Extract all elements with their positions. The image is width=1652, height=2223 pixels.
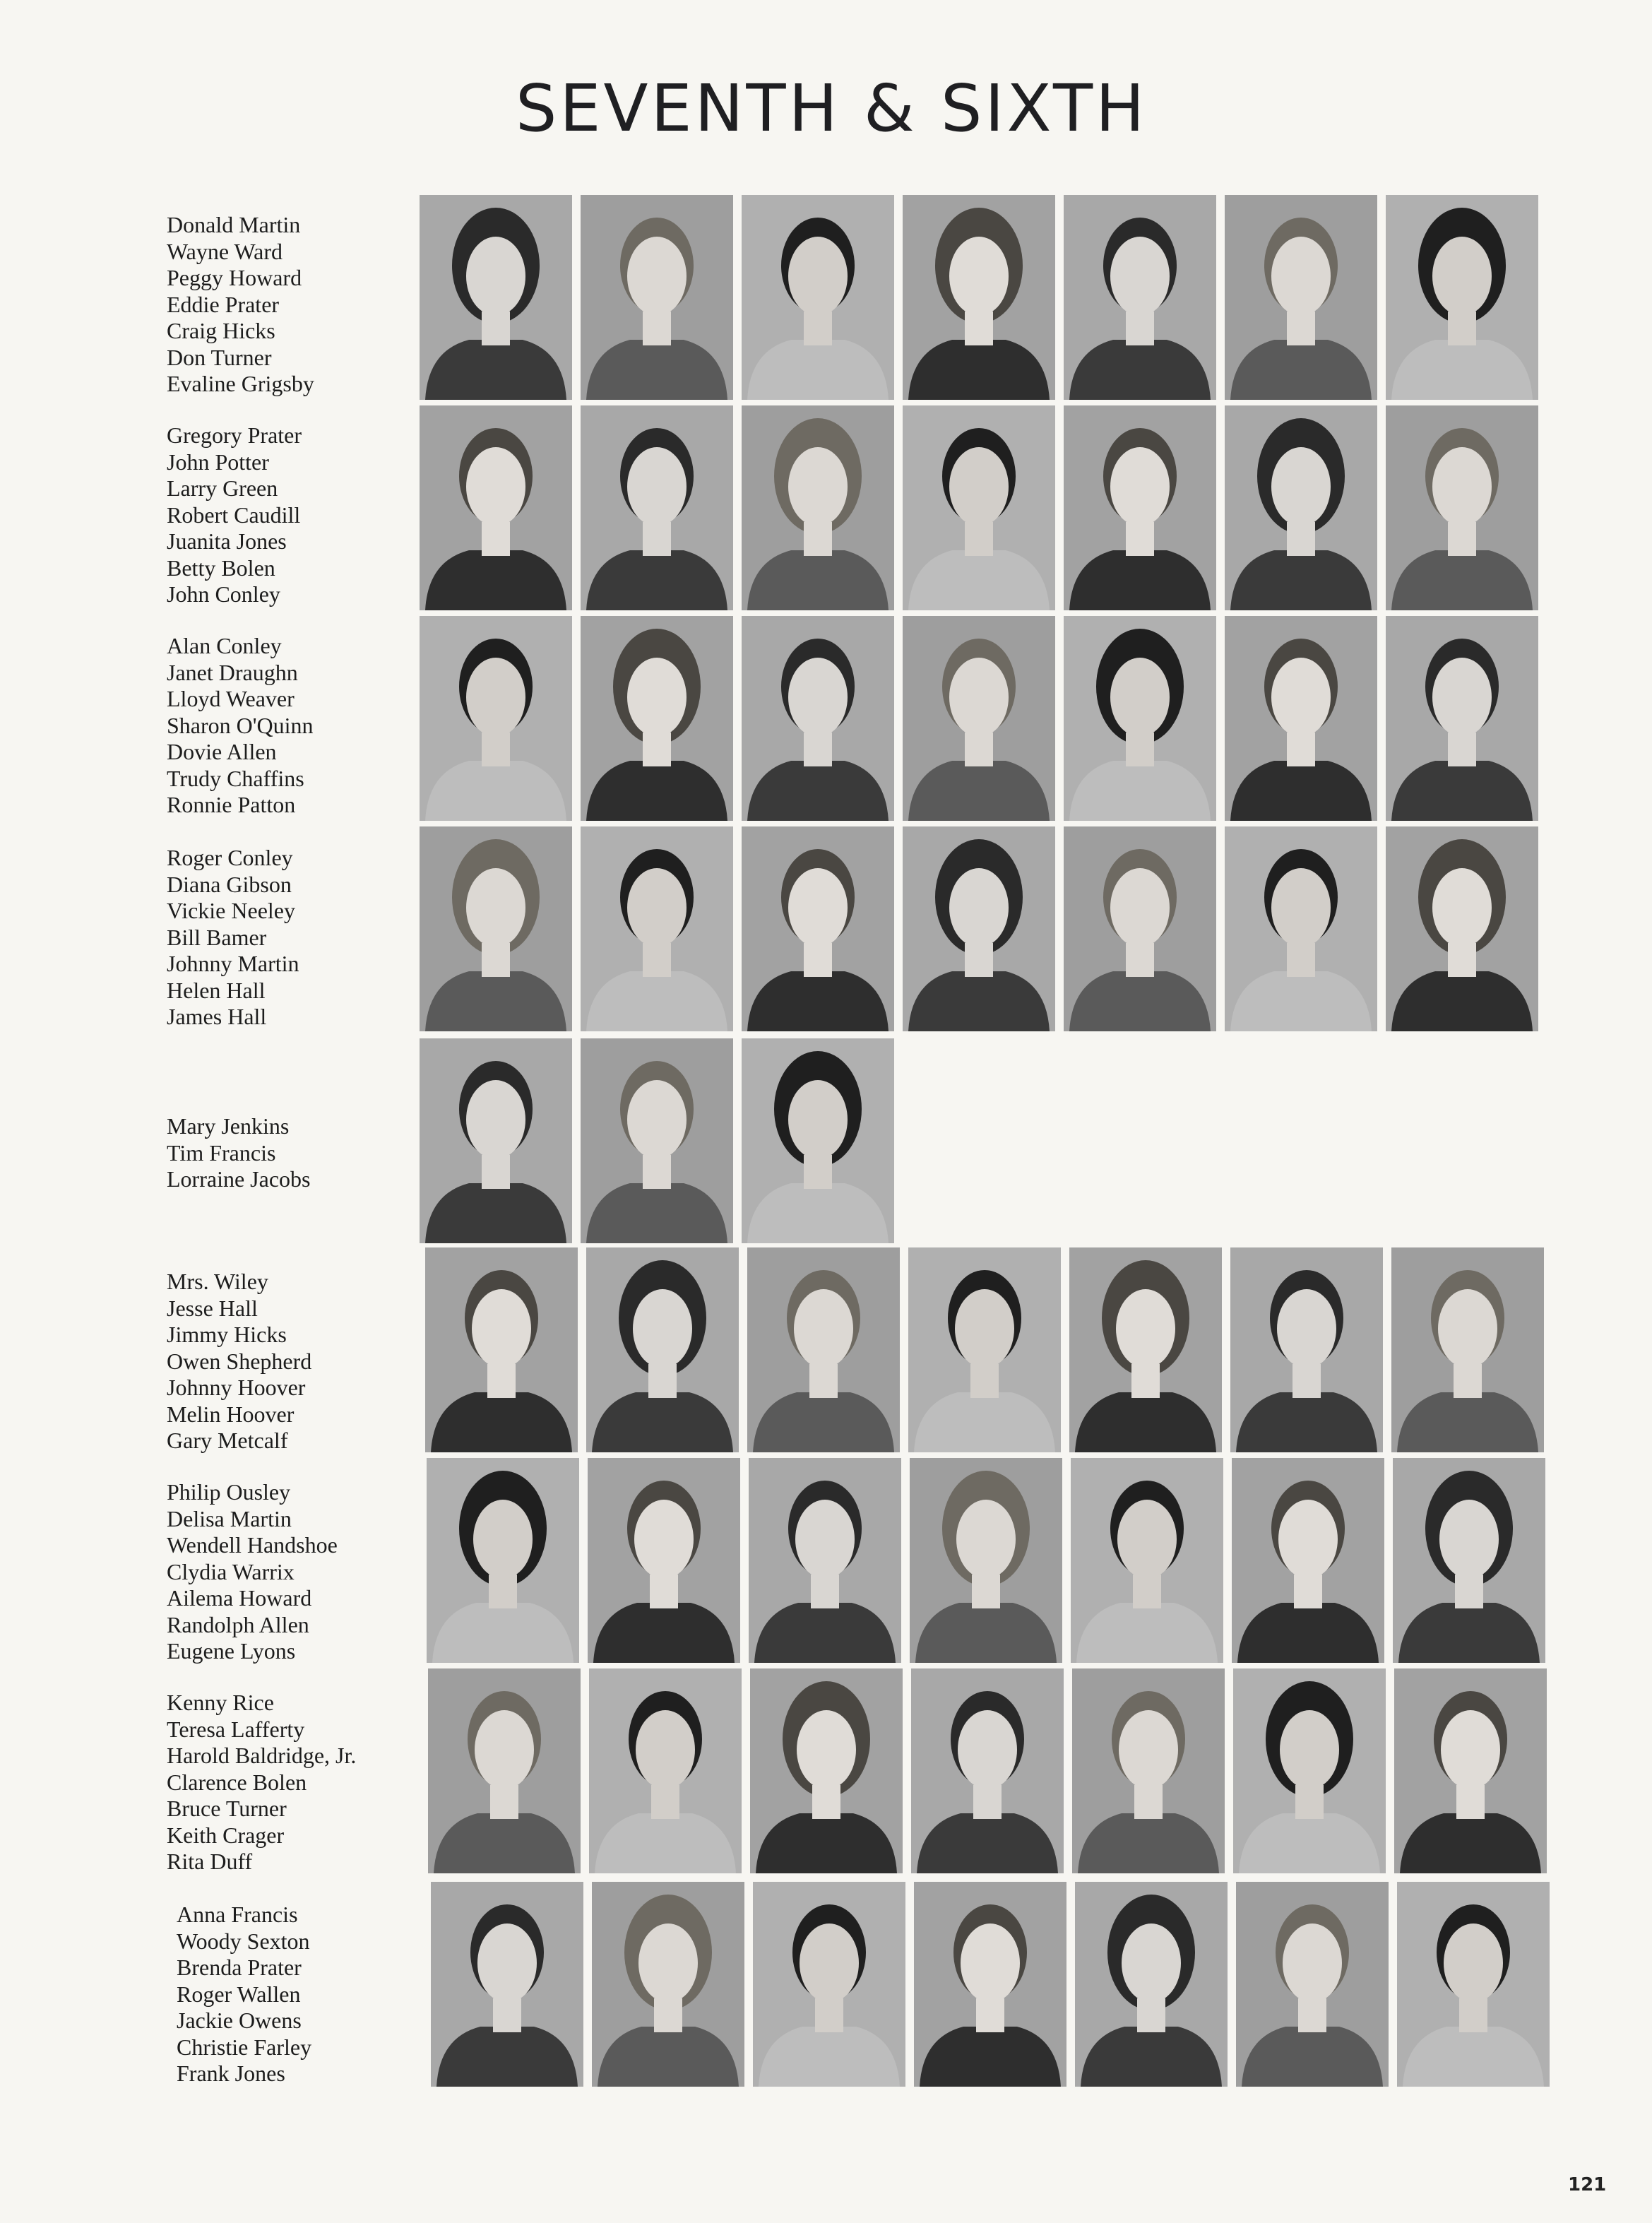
student-name: Don Turner — [167, 344, 272, 370]
student-photo — [1386, 405, 1538, 610]
student-name: Melin Hoover — [167, 1401, 295, 1427]
student-name: Donald Martin — [167, 212, 301, 237]
student-name: Lloyd Weaver — [167, 686, 295, 711]
student-photo — [903, 616, 1055, 821]
student-name: Wayne Ward — [167, 238, 283, 264]
student-name: Philip Ousley — [167, 1479, 291, 1505]
photo-row-2 — [420, 405, 1538, 610]
student-name: Frank Jones — [177, 2061, 285, 2086]
student-photo — [1236, 1882, 1389, 2087]
student-name: Roger Wallen — [177, 1981, 301, 2007]
student-name: John Conley — [167, 581, 280, 607]
student-photo — [427, 1458, 579, 1663]
student-name: Gary Metcalf — [167, 1428, 288, 1453]
student-photo — [1064, 616, 1216, 821]
student-name: Eugene Lyons — [167, 1638, 296, 1664]
student-photo — [425, 1247, 578, 1452]
student-photo — [588, 1458, 740, 1663]
student-name: Bruce Turner — [167, 1796, 287, 1821]
student-name: Trudy Chaffins — [167, 765, 304, 791]
student-photo — [1069, 1247, 1222, 1452]
student-photo — [747, 1247, 900, 1452]
student-photo — [749, 1458, 901, 1663]
photo-row-7 — [427, 1458, 1545, 1663]
student-name: Christie Farley — [177, 2034, 312, 2060]
student-name: Janet Draughn — [167, 659, 298, 685]
student-name: Kenny Rice — [167, 1690, 274, 1715]
student-name: Jackie Owens — [177, 2008, 302, 2033]
student-photo — [903, 195, 1055, 400]
name-list-row-3 — [167, 633, 314, 819]
student-name: Diana Gibson — [167, 871, 292, 897]
student-name: Rita Duff — [167, 1849, 253, 1874]
student-name: Ronnie Patton — [167, 792, 296, 817]
student-photo — [581, 405, 733, 610]
student-name: Mrs. Wiley — [167, 1269, 268, 1294]
student-photo — [910, 1458, 1062, 1663]
student-photo — [1393, 1458, 1545, 1663]
student-photo — [1394, 1668, 1547, 1873]
student-photo — [742, 195, 894, 400]
student-photo — [1386, 195, 1538, 400]
student-name: Peggy Howard — [167, 265, 302, 290]
student-photo — [581, 1038, 733, 1243]
student-name: Eddie Prater — [167, 291, 280, 317]
student-name: Delisa Martin — [167, 1505, 292, 1531]
student-name: Harold Baldridge, Jr. — [167, 1743, 357, 1768]
student-photo — [753, 1882, 905, 2087]
student-photo — [750, 1668, 903, 1873]
student-photo — [581, 616, 733, 821]
student-photo — [1225, 405, 1377, 610]
student-photo — [581, 195, 733, 400]
student-name: Wendell Handshoe — [167, 1532, 338, 1558]
student-name: Bill Bamer — [167, 924, 267, 950]
student-name: Vickie Neeley — [167, 898, 295, 923]
page-number: 121 — [1568, 2174, 1607, 2195]
student-name: Helen Hall — [167, 977, 266, 1003]
student-photo — [420, 616, 572, 821]
student-name: Alan Conley — [167, 633, 282, 658]
student-name: James Hall — [167, 1004, 267, 1029]
student-photo — [742, 616, 894, 821]
student-name: Owen Shepherd — [167, 1348, 312, 1374]
student-photo — [903, 826, 1055, 1031]
student-photo — [1064, 826, 1216, 1031]
name-list-row-1 — [167, 212, 314, 398]
photo-row-4 — [420, 826, 1538, 1031]
student-photo — [1072, 1668, 1225, 1873]
student-photo — [428, 1668, 581, 1873]
photo-row-6 — [425, 1247, 1544, 1452]
student-photo — [420, 195, 572, 400]
student-photo — [586, 1247, 739, 1452]
name-list-row-2 — [167, 422, 302, 608]
student-photo — [1225, 195, 1377, 400]
student-name: Jimmy Hicks — [167, 1322, 287, 1347]
student-name: Woody Sexton — [177, 1928, 310, 1954]
photo-row-1 — [420, 195, 1538, 400]
student-photo — [911, 1668, 1064, 1873]
name-list-row-8 — [167, 1690, 356, 1875]
student-name: Betty Bolen — [167, 555, 275, 581]
student-photo — [420, 826, 572, 1031]
student-photo — [742, 1038, 894, 1243]
name-list-row-9 — [177, 1902, 311, 2087]
student-name: Clarence Bolen — [167, 1769, 307, 1795]
student-photo — [592, 1882, 744, 2087]
student-photo — [1386, 826, 1538, 1031]
student-photo — [742, 405, 894, 610]
student-photo — [431, 1882, 583, 2087]
student-name: Jesse Hall — [167, 1295, 258, 1321]
student-photo — [581, 826, 733, 1031]
student-name: Dovie Allen — [167, 739, 277, 764]
student-photo — [742, 826, 894, 1031]
photo-row-9 — [431, 1882, 1550, 2087]
photo-row-8 — [428, 1668, 1547, 1873]
student-photo — [1230, 1247, 1383, 1452]
student-name: John Potter — [167, 449, 269, 475]
student-name: Ailema Howard — [167, 1585, 312, 1611]
student-photo — [1391, 1247, 1544, 1452]
student-name: Evaline Grigsby — [167, 371, 314, 396]
student-photo — [1064, 405, 1216, 610]
student-name: Brenda Prater — [177, 1955, 302, 1980]
student-photo — [1075, 1882, 1228, 2087]
student-photo — [908, 1247, 1061, 1452]
student-photo — [1233, 1668, 1386, 1873]
page-title: SEVENTH & SIXTH — [516, 71, 1148, 146]
name-list-row-7 — [167, 1479, 338, 1665]
student-photo — [914, 1882, 1066, 2087]
student-photo — [420, 405, 572, 610]
student-name: Gregory Prater — [167, 422, 302, 448]
name-list-row-6 — [167, 1269, 311, 1454]
photo-row-3 — [420, 616, 1538, 821]
student-photo — [420, 1038, 572, 1243]
student-name: Juanita Jones — [167, 528, 287, 554]
student-photo — [1225, 826, 1377, 1031]
student-name: Sharon O'Quinn — [167, 712, 314, 738]
photo-row-5 — [420, 1038, 894, 1243]
student-photo — [1232, 1458, 1384, 1663]
student-name: Clydia Warrix — [167, 1558, 295, 1584]
student-photo — [903, 405, 1055, 610]
student-photo — [1064, 195, 1216, 400]
student-photo — [1225, 616, 1377, 821]
student-photo — [1397, 1882, 1550, 2087]
student-name: Tim Francis — [167, 1139, 276, 1166]
student-photo — [1071, 1458, 1223, 1663]
student-name: Larry Green — [167, 475, 278, 501]
student-name: Roger Conley — [167, 845, 293, 870]
student-name: Keith Crager — [167, 1822, 285, 1848]
student-name: Anna Francis — [177, 1902, 298, 1927]
student-name: Randolph Allen — [167, 1611, 309, 1637]
student-name: Robert Caudill — [167, 502, 301, 528]
student-name: Craig Hicks — [167, 318, 275, 343]
name-list-row-5 — [167, 1113, 310, 1193]
name-list-row-4 — [167, 845, 299, 1031]
student-name: Teresa Lafferty — [167, 1716, 305, 1742]
student-name: Mary Jenkins — [167, 1113, 290, 1139]
student-name: Lorraine Jacobs — [167, 1166, 311, 1192]
student-name: Johnny Martin — [167, 951, 299, 976]
student-name: Johnny Hoover — [167, 1375, 306, 1400]
student-photo — [589, 1668, 742, 1873]
student-photo — [1386, 616, 1538, 821]
